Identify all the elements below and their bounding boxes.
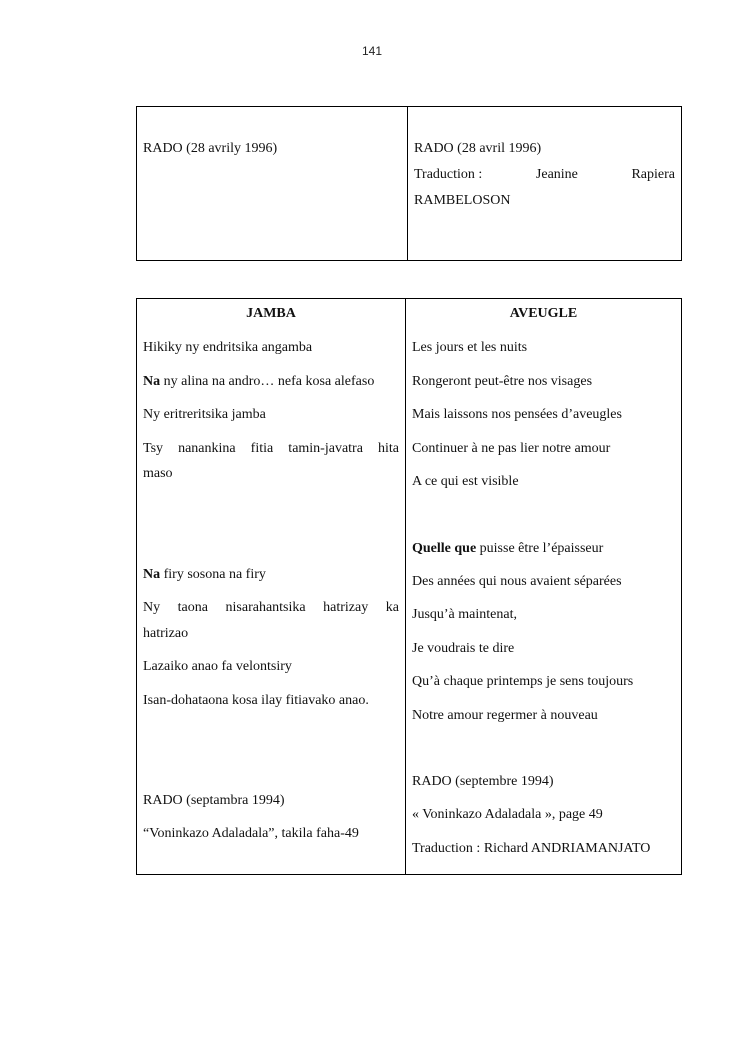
translator-label: Traduction : — [414, 167, 483, 182]
poem-source: RADO (septembre 1994) — [412, 774, 554, 789]
poem-source: Traduction : Richard ANDRIAMANJATO — [412, 841, 651, 856]
poem-title-malagasy: JAMBA — [246, 306, 296, 321]
citation-cell-malagasy — [137, 107, 408, 261]
poem-line: hatrizao — [143, 626, 189, 641]
poem-line: Je voudrais te dire — [412, 641, 515, 656]
poem-line: Lazaiko anao fa velontsiry — [143, 659, 292, 674]
poem-line: Des années qui nous avaient séparées — [412, 574, 622, 589]
poem-source: “Voninkazo Adaladala”, takila faha-49 — [143, 826, 359, 841]
poem-line: Quelle que puisse être l’épaisseur — [412, 541, 604, 556]
translator-middlename: Rapiera — [631, 167, 675, 182]
poem-line: Na ny alina na andro… nefa kosa alefaso — [143, 374, 375, 389]
translator-surname: RAMBELOSON — [414, 193, 511, 208]
poem-line: Rongeront peut-être nos visages — [412, 374, 593, 389]
page-number: 141 — [361, 44, 383, 58]
poem-line: Isan-dohataona kosa ilay fitiavako anao. — [143, 693, 369, 708]
poem-line: maso — [143, 466, 173, 481]
citation-table — [136, 106, 682, 261]
poem-line: A ce qui est visible — [412, 474, 519, 489]
poem-line: Continuer à ne pas lier notre amour — [412, 441, 611, 456]
poem-cell-french — [406, 299, 682, 875]
translator-firstname: Jeanine — [535, 167, 578, 182]
poem-table — [136, 298, 682, 875]
poem-source: RADO (septambra 1994) — [143, 793, 285, 808]
citation-source-malagasy: RADO (28 avrily 1996) — [143, 141, 278, 156]
citation-source-french: RADO (28 avril 1996) — [414, 141, 542, 156]
poem-line: Tsy nanankina fitia tamin-javatra hita — [143, 441, 399, 456]
poem-cell-malagasy — [137, 299, 406, 875]
poem-line: Jusqu’à maintenat, — [412, 607, 517, 622]
poem-line: Ny taona nisarahantsika hatrizay ka — [143, 600, 399, 615]
poem-line: Na firy sosona na firy — [143, 567, 266, 582]
poem-line: Qu’à chaque printemps je sens toujours — [412, 674, 634, 689]
translator-line — [414, 167, 675, 183]
poem-source: « Voninkazo Adaladala », page 49 — [412, 807, 603, 822]
poem-line: Ny eritreritsika jamba — [143, 407, 266, 422]
poem-line: Mais laissons nos pensées d’aveugles — [412, 407, 622, 422]
poem-line: Les jours et les nuits — [412, 340, 528, 355]
citation-cell-french — [408, 107, 682, 261]
poem-line: Notre amour regermer à nouveau — [412, 708, 598, 723]
poem-title-french: AVEUGLE — [509, 306, 578, 321]
poem-line: Hikiky ny endritsika angamba — [143, 340, 313, 355]
